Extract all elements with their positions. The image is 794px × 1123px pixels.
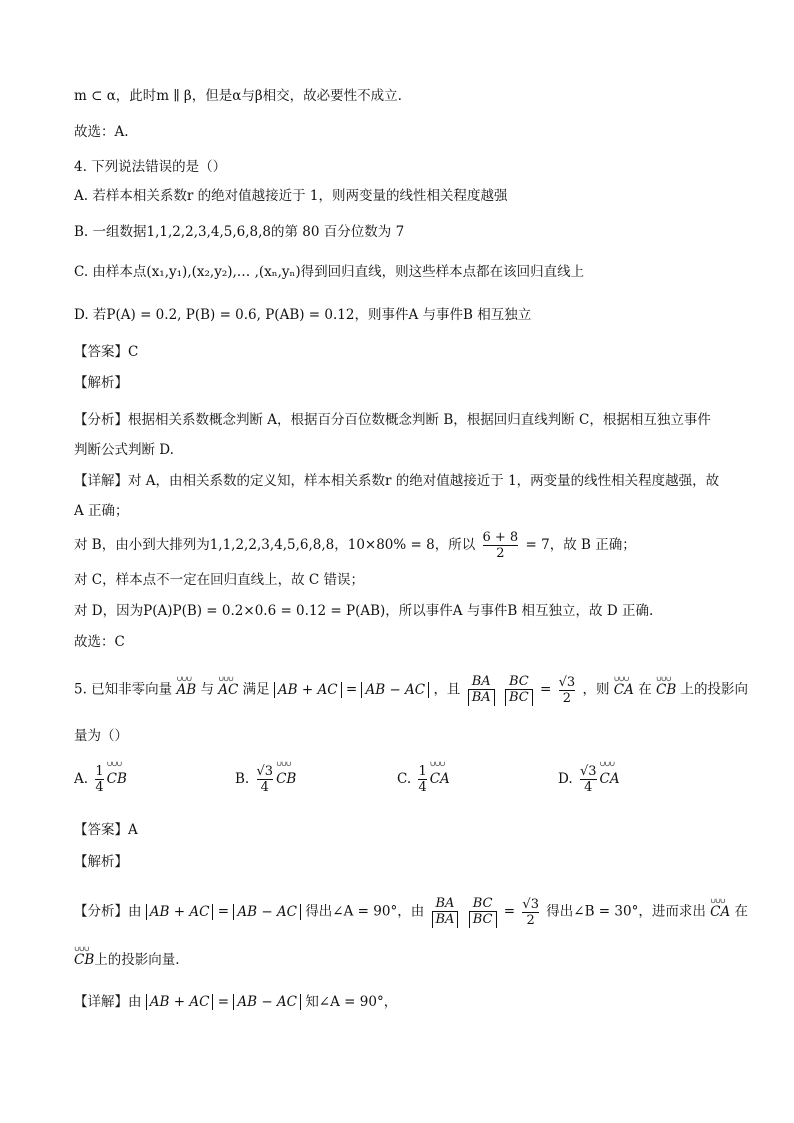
vector-cb: ∪∪∪ CB — [656, 680, 676, 700]
fraction-numerator: 1 — [95, 764, 104, 779]
option-b — [235, 764, 296, 795]
unit-vector-ba — [468, 674, 495, 706]
equals: = — [540, 681, 552, 698]
unit-vector-ba — [432, 896, 459, 928]
fraction — [418, 764, 426, 795]
abs-diff: AB − AC — [233, 904, 301, 920]
question-4-option-c: C. 由样本点(x₁,y₁),(x₂,y₂),… ,(xₙ,yₙ)得到回归直线，则这些样本点都在该回归直线上 — [74, 264, 585, 280]
vector-ca: ∪∪∪ CA — [430, 771, 450, 787]
equals: = — [503, 903, 516, 920]
abs-bc: BC — [505, 690, 533, 706]
option-label: B. — [235, 771, 250, 787]
vector-ac: ∪∪∪ AC — [218, 680, 238, 700]
q5-text: 满足 — [242, 681, 270, 698]
abs-diff: AB − AC — [233, 994, 301, 1010]
fraction-denominator: 2 — [559, 690, 576, 706]
fraction-numerator: BC — [472, 896, 493, 911]
fraction-denominator — [432, 911, 459, 928]
vector-ca: ∪∪∪ CA — [710, 902, 730, 922]
abs-bc: BC — [469, 912, 497, 928]
question-5-title — [74, 674, 748, 706]
detail-text: 知∠A = 90°， — [305, 994, 398, 1010]
option-label: A. — [74, 771, 89, 787]
detail-b-pre: 对 B，由小到大排列为1,1,2,2,3,4,5,6,8,8，10×80% = 8，所以 — [74, 537, 476, 553]
fraction — [580, 764, 597, 795]
abs-ba: BA — [432, 912, 459, 928]
vector-ca: ∪∪∪ CA — [600, 771, 620, 787]
fraction — [95, 764, 103, 795]
vector-ab: ∪∪∪ AB — [176, 680, 196, 700]
fraction-denominator — [469, 911, 497, 928]
question-4-option-b: B. 一组数据1,1,2,2,3,4,5,6,8,8的第 80 百分位数为 7 — [74, 224, 405, 240]
fraction — [522, 897, 539, 928]
vector-ca: ∪∪∪ CA — [614, 680, 634, 700]
abs-sum: AB + AC — [146, 994, 214, 1010]
analysis-text: 在 — [734, 903, 749, 920]
fraction-numerator: √3 — [579, 764, 597, 779]
question-4-option-d: D. 若P(A) = 0.2, P(B) = 0.6, P(AB) = 0.12，则事件A 与事件B 相互独立 — [74, 307, 532, 323]
detail-line-b — [74, 530, 636, 561]
fraction-numerator: √3 — [522, 896, 539, 912]
option-d — [558, 764, 620, 795]
option-label: C. — [397, 771, 412, 787]
fraction-denominator — [505, 689, 533, 706]
analysis-text: 【分析】根据相关系数概念判断 A，根据百分百位数概念判断 B，根据回归直线判断 C，根据相互独立事件判断公式判断 D. — [74, 412, 711, 458]
analysis-line-2 — [74, 950, 180, 970]
abs-sum: AB + AC — [146, 904, 214, 920]
q5-text: 与 — [200, 681, 214, 698]
answer-label: 【答案】A — [74, 822, 138, 838]
detail-line-d: 对 D，因为P(A)P(B) = 0.2×0.6 = 0.12 = P(AB)，所以事件A 与事件B 相互独立，故 D 正确. — [74, 603, 654, 619]
choice-line: 故选：C — [74, 634, 125, 650]
analysis-text: 得出∠A = 90°，由 — [305, 903, 425, 920]
fraction — [483, 530, 519, 561]
vector-cb: ∪∪∪ CB — [276, 771, 296, 787]
analysis-text: 得出∠B = 30°，进而求出 — [546, 903, 706, 920]
equals: = — [345, 681, 358, 698]
abs-ba: BA — [468, 690, 495, 706]
fraction-numerator: 6 + 8 — [482, 530, 519, 545]
text-line: m ⊂ α，此时m ∥ β，但是α与β相交，故必要性不成立. — [74, 88, 402, 104]
fraction-denominator: 2 — [483, 545, 519, 561]
fraction-denominator: 4 — [418, 780, 427, 795]
q5-text: ，且 — [433, 681, 461, 698]
fraction-denominator — [468, 689, 495, 706]
fraction-numerator: √3 — [256, 764, 274, 779]
analysis-line-1 — [74, 896, 748, 928]
fraction-denominator: 4 — [580, 779, 597, 795]
option-label: D. — [558, 771, 573, 787]
fraction-numerator: BA — [435, 896, 455, 911]
analysis-text: 上的投影向量. — [94, 952, 180, 968]
fraction — [257, 764, 274, 795]
question-5-line-2: 量为（） — [74, 728, 128, 744]
q5-text: ，则 — [582, 681, 610, 698]
unit-vector-bc — [505, 674, 533, 706]
q5-text: 5. 已知非零向量 — [74, 681, 173, 698]
fraction-numerator: BC — [508, 674, 529, 689]
detail-text: 【详解】由 — [74, 994, 142, 1010]
question-4-option-a: A. 若样本相关系数r 的绝对值越接近于 1，则两变量的线性相关程度越强 — [74, 188, 508, 204]
fraction — [559, 675, 576, 706]
analysis-text: 【分析】由 — [74, 903, 142, 920]
option-a — [74, 764, 127, 795]
question-4-title: 4. 下列说法错误的是（） — [74, 159, 227, 175]
detail-b-post: = 7，故 B 正确； — [525, 537, 636, 553]
option-c — [397, 764, 450, 795]
fraction-numerator: BA — [471, 674, 491, 689]
analysis-label: 【解析】 — [74, 854, 128, 870]
fraction-denominator: 4 — [95, 780, 104, 795]
vector-cb: ∪∪∪ CB — [107, 771, 127, 787]
q5-text: 在 — [638, 681, 652, 698]
fraction-numerator: √3 — [558, 674, 576, 690]
text-line: 故选：A. — [74, 124, 129, 140]
detail-line-5 — [74, 992, 397, 1012]
answer-label: 【答案】C — [74, 344, 139, 360]
detail-line-c: 对 C，样本点不一定在回归直线上，故 C 错误； — [74, 572, 365, 588]
detail-text: 【详解】对 A，由相关系数的定义知，样本相关系数r 的绝对值越接近于 1，两变量的线性相关程度越强，故 A 正确； — [74, 473, 720, 519]
fraction-denominator: 4 — [257, 779, 274, 795]
vector-cb: ∪∪∪ CB — [74, 950, 94, 970]
fraction-denominator: 2 — [522, 912, 539, 928]
abs-sum: AB + AC — [274, 682, 342, 698]
equals: = — [217, 994, 230, 1010]
abs-diff: AB − AC — [361, 682, 429, 698]
equals: = — [217, 903, 230, 920]
analysis-label: 【解析】 — [74, 375, 128, 391]
unit-vector-bc — [469, 896, 497, 928]
q5-text: 上的投影向 — [680, 681, 749, 698]
fraction-numerator: 1 — [418, 764, 427, 779]
